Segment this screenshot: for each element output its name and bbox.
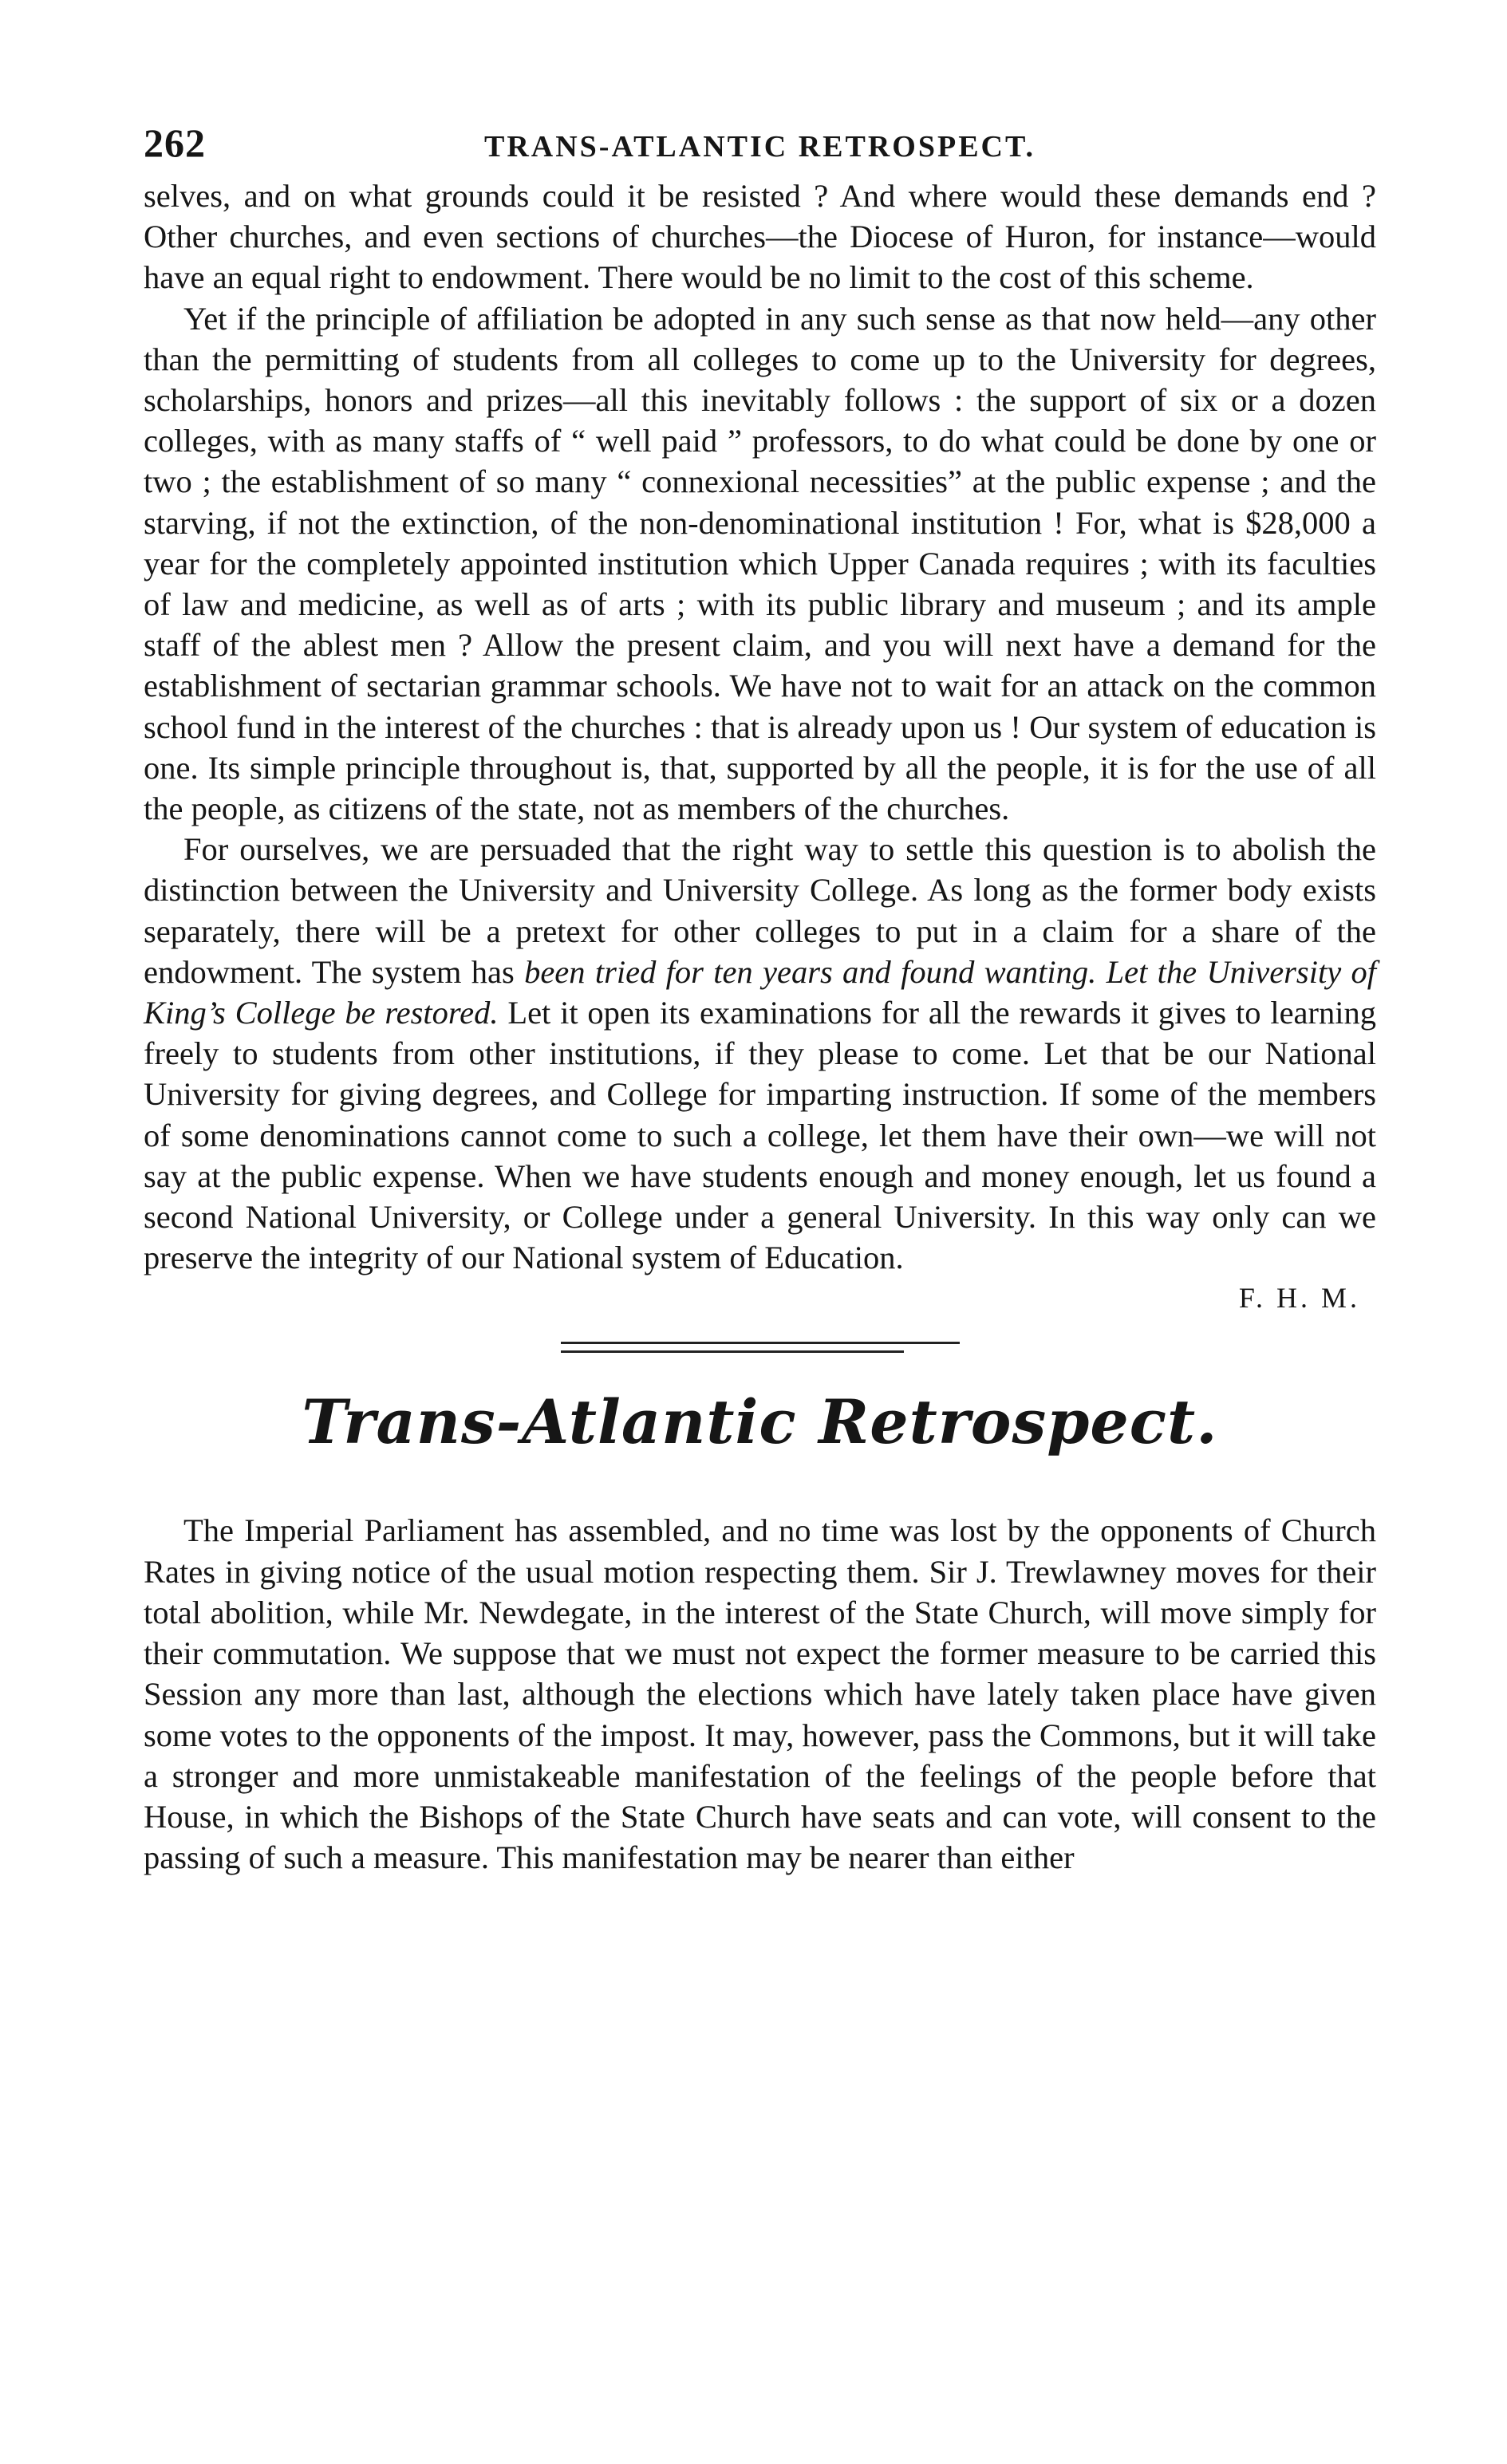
page [144, 120, 1376, 1878]
divider-rule [561, 1342, 960, 1344]
running-head [144, 120, 1376, 175]
paragraph-text: For ourselves, we are persuaded that the right way to settle this question is to abolish the distinction between the University and University College. As long as the former body exists separately, there will be a pretext for other colleges to put in a claim for a share of the endowment. The system has [144, 831, 1376, 990]
divider-rule [561, 1350, 904, 1353]
section-paragraph: The Imperial Parliament has assembled, and no time was lost by the opponents of Church Rates in giving notice of the usual motion respecting them. Sir J. Trewlawney moves for their total abolition, while Mr. Newdegate, in the interest of the State Church, will move simply for their commutation. We suppose that we must not expect the former measure to be carried this Session any more than last, although the elections which have lately taken place have given some votes to the opponents of the impost. It may, however, pass the Commons, but it will take a stronger and more unmistakeable manifestation of the feelings of the people before that House, in which the Bishops of the State Church have seats and can vote, will consent to the passing of such a measure. This manifestation may be nearer than either [144, 1512, 1376, 1876]
author-signature: F. H. M. [1238, 1282, 1360, 1315]
section-title: Trans-Atlantic Retrospect. [302, 1386, 1218, 1458]
italic-text: been tried for ten years and found wanting. Let the University of King’s College be restored. [144, 953, 1376, 1031]
section-divider [561, 1342, 960, 1353]
article-paragraph [144, 829, 1376, 1278]
running-title: TRANS-ATLANTIC RETROSPECT. [483, 130, 1036, 164]
article-paragraph: selves, and on what grounds could it be resisted ? And where would these demands end ? Other churches, and even sections of churches—the Diocese of Huron, for instance—would have an equal right to endowment. There would be no limit to the cost of this scheme. [144, 178, 1376, 296]
section-body [144, 1510, 1376, 1878]
article-body [144, 175, 1376, 1316]
page-number: 262 [144, 120, 206, 165]
paragraph-text: Let it open its examinations for all the rewards it gives to learning freely to students from other institutions, if they please to come. Let that be our National University for giving degrees, and College for imparting instruction. If some of the members of some denominations cannot come to such a college, let them have their own—we will not say at the public expense. When we have students enough and money enough, let us found a second National University, or College under a general University. In this way only can we preserve the integrity of our National system of Education. [144, 995, 1377, 1276]
article-paragraph: Yet if the principle of affiliation be adopted in any such sense as that now held—any other than the permitting of students from all colleges to come up to the University for degrees, scholarships, honors and prizes—all this inevitably follows : the support of six or a dozen colleges, with as many staffs of “ well paid ” professors, to do what could be done by one or two ; the establishment of so many “ connexional necessities” at the public expense ; and the starving, if not the extinction, of the non-denominational institution ! For, what is $28,000 a year for the completely appointed institution which Upper Canada requires ; with its faculties of law and medicine, as well as of arts ; with its public library and museum ; and its ample staff of the ablest men ? Allow the present claim, and you will next have a demand for the establishment of sectarian grammar schools. We have not to wait for an attack on the common school fund in the interest of the churches : that is already upon us ! Our system of education is one. Its simple principle throughout is, that, supported by all the people, it is for the use of all the people, as citizens of the state, not as members of the churches. [144, 300, 1376, 827]
